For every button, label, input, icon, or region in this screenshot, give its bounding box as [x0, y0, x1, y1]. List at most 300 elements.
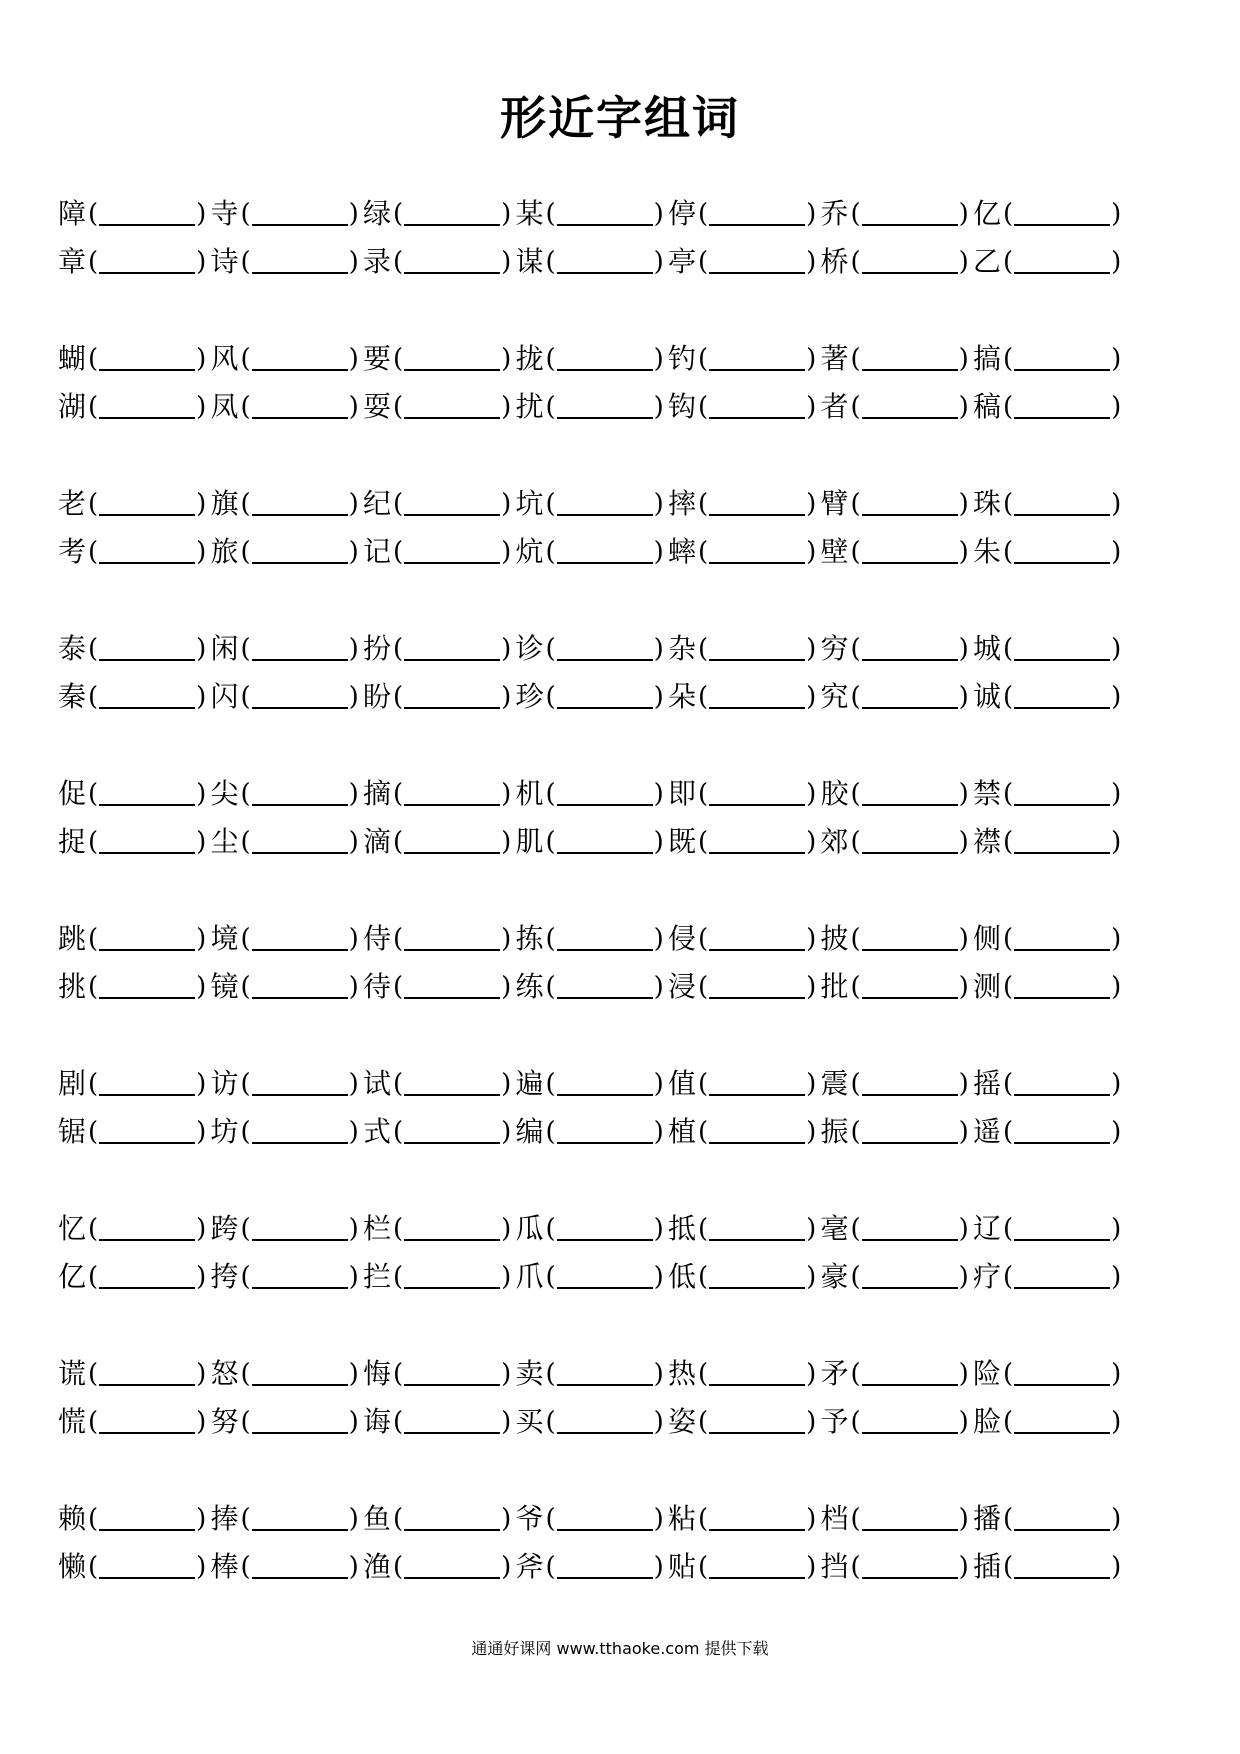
answer-blank[interactable] — [99, 1265, 195, 1289]
answer-blank[interactable] — [404, 1555, 500, 1579]
answer-blank[interactable] — [252, 1217, 348, 1241]
character: 播 — [973, 1502, 1002, 1535]
paren-open: ( — [850, 1504, 861, 1534]
answer-blank[interactable] — [557, 1507, 653, 1531]
character: 值 — [668, 1067, 697, 1100]
answer-blank[interactable] — [557, 540, 653, 564]
word-row-bottom — [58, 528, 1208, 576]
paren-close: ) — [958, 972, 969, 1002]
answer-blank[interactable] — [252, 1120, 348, 1144]
exercise-item — [58, 245, 211, 278]
answer-blank[interactable] — [404, 1265, 500, 1289]
character: 某 — [515, 197, 544, 230]
character: 杂 — [668, 632, 697, 665]
footer-text: 通通好课网 www.tthaoke.com 提供下载 — [471, 1639, 769, 1658]
paren-open: ( — [850, 827, 861, 857]
answer-blank[interactable] — [404, 975, 500, 999]
character: 捧 — [210, 1502, 239, 1535]
answer-blank[interactable] — [404, 1217, 500, 1241]
paren-close: ) — [806, 924, 817, 954]
answer-blank[interactable] — [862, 1555, 958, 1579]
answer-blank[interactable] — [862, 1507, 958, 1531]
answer-blank[interactable] — [99, 927, 195, 951]
answer-blank[interactable] — [252, 975, 348, 999]
word-row-bottom — [58, 238, 1208, 286]
answer-blank[interactable] — [709, 975, 805, 999]
character: 待 — [363, 970, 392, 1003]
character: 式 — [363, 1115, 392, 1148]
answer-blank[interactable] — [1014, 685, 1110, 709]
character: 豪 — [820, 1260, 849, 1293]
word-row-top — [58, 1495, 1208, 1543]
answer-blank[interactable] — [1014, 395, 1110, 419]
answer-blank[interactable] — [1014, 1362, 1110, 1386]
character: 老 — [58, 487, 87, 520]
paren-close: ) — [653, 972, 664, 1002]
paren-open: ( — [88, 1117, 99, 1147]
exercise-item — [363, 777, 516, 810]
paren-close: ) — [348, 634, 359, 664]
answer-blank[interactable] — [862, 347, 958, 371]
answer-blank[interactable] — [252, 250, 348, 274]
paren-open: ( — [88, 1214, 99, 1244]
answer-blank[interactable] — [862, 1362, 958, 1386]
answer-blank[interactable] — [252, 685, 348, 709]
paren-open: ( — [393, 199, 404, 229]
answer-blank[interactable] — [99, 1555, 195, 1579]
answer-blank[interactable] — [252, 492, 348, 516]
word-row-bottom — [58, 383, 1208, 431]
answer-blank[interactable] — [404, 1120, 500, 1144]
answer-blank[interactable] — [709, 1362, 805, 1386]
answer-blank[interactable] — [404, 685, 500, 709]
answer-blank[interactable] — [404, 1410, 500, 1434]
answer-blank[interactable] — [1014, 250, 1110, 274]
exercise-item — [668, 1260, 821, 1293]
answer-blank[interactable] — [404, 927, 500, 951]
answer-blank[interactable] — [709, 1217, 805, 1241]
answer-blank[interactable] — [862, 1265, 958, 1289]
answer-blank[interactable] — [252, 782, 348, 806]
exercise-item — [973, 1405, 1126, 1438]
character: 毫 — [820, 1212, 849, 1245]
character: 忆 — [58, 1212, 87, 1245]
answer-blank[interactable] — [99, 1507, 195, 1531]
answer-blank[interactable] — [99, 1410, 195, 1434]
paren-close: ) — [653, 779, 664, 809]
character: 拢 — [515, 342, 544, 375]
answer-blank[interactable] — [99, 250, 195, 274]
paren-open: ( — [1003, 392, 1014, 422]
answer-blank[interactable] — [557, 492, 653, 516]
character: 要 — [363, 342, 392, 375]
exercise-item — [210, 922, 364, 955]
character: 鱼 — [363, 1502, 392, 1535]
paren-open: ( — [393, 247, 404, 277]
paren-open: ( — [88, 1262, 99, 1292]
answer-blank[interactable] — [557, 1410, 653, 1434]
exercise-item — [363, 825, 516, 858]
answer-blank[interactable] — [252, 830, 348, 854]
answer-blank[interactable] — [709, 830, 805, 854]
answer-blank[interactable] — [557, 1072, 653, 1096]
answer-blank[interactable] — [404, 782, 500, 806]
character: 侧 — [973, 922, 1002, 955]
answer-blank[interactable] — [862, 202, 958, 226]
character: 懒 — [58, 1550, 87, 1583]
answer-blank[interactable] — [252, 927, 348, 951]
paren-open: ( — [240, 924, 251, 954]
answer-blank[interactable] — [862, 540, 958, 564]
paren-open: ( — [88, 1552, 99, 1582]
paren-close: ) — [348, 1117, 359, 1147]
paren-open: ( — [850, 779, 861, 809]
character: 扮 — [363, 632, 392, 665]
character: 坑 — [515, 487, 544, 520]
paren-close: ) — [1111, 1117, 1122, 1147]
answer-blank[interactable] — [1014, 492, 1110, 516]
answer-blank[interactable] — [404, 395, 500, 419]
character: 疗 — [973, 1260, 1002, 1293]
paren-close: ) — [196, 972, 207, 1002]
answer-blank[interactable] — [252, 1265, 348, 1289]
answer-blank[interactable] — [99, 685, 195, 709]
paren-close: ) — [501, 392, 512, 422]
answer-blank[interactable] — [557, 927, 653, 951]
paren-open: ( — [393, 1359, 404, 1389]
answer-blank[interactable] — [99, 1120, 195, 1144]
answer-blank[interactable] — [557, 202, 653, 226]
character: 爪 — [515, 1260, 544, 1293]
answer-blank[interactable] — [1014, 975, 1110, 999]
answer-blank[interactable] — [557, 1265, 653, 1289]
exercise-item — [58, 1357, 211, 1390]
paren-close: ) — [348, 1214, 359, 1244]
word-group — [58, 625, 1208, 770]
exercise-item — [58, 1260, 211, 1293]
answer-blank[interactable] — [252, 395, 348, 419]
exercise-item — [515, 680, 669, 713]
paren-open: ( — [240, 779, 251, 809]
character: 矛 — [820, 1357, 849, 1390]
answer-blank[interactable] — [709, 1120, 805, 1144]
paren-close: ) — [806, 392, 817, 422]
exercise-item — [973, 1550, 1126, 1583]
paren-open: ( — [698, 537, 709, 567]
paren-open: ( — [850, 1214, 861, 1244]
answer-blank[interactable] — [1014, 202, 1110, 226]
exercise-item — [58, 777, 211, 810]
paren-close: ) — [806, 344, 817, 374]
paren-close: ) — [196, 1214, 207, 1244]
paren-open: ( — [393, 827, 404, 857]
answer-blank[interactable] — [557, 347, 653, 371]
answer-blank[interactable] — [1014, 927, 1110, 951]
answer-blank[interactable] — [862, 492, 958, 516]
paren-open: ( — [240, 344, 251, 374]
answer-blank[interactable] — [557, 782, 653, 806]
character: 停 — [668, 197, 697, 230]
answer-blank[interactable] — [709, 1555, 805, 1579]
paren-open: ( — [698, 489, 709, 519]
answer-blank[interactable] — [709, 782, 805, 806]
character: 城 — [973, 632, 1002, 665]
paren-close: ) — [653, 1552, 664, 1582]
exercise-item — [668, 970, 821, 1003]
answer-blank[interactable] — [99, 202, 195, 226]
paren-close: ) — [653, 1214, 664, 1244]
paren-open: ( — [1003, 1359, 1014, 1389]
paren-close: ) — [653, 1407, 664, 1437]
answer-blank[interactable] — [252, 637, 348, 661]
answer-blank[interactable] — [557, 395, 653, 419]
paren-close: ) — [958, 779, 969, 809]
answer-blank[interactable] — [252, 540, 348, 564]
answer-blank[interactable] — [1014, 830, 1110, 854]
answer-blank[interactable] — [1014, 1265, 1110, 1289]
exercise-item — [58, 1115, 211, 1148]
paren-close: ) — [806, 1552, 817, 1582]
character: 插 — [973, 1550, 1002, 1583]
character: 泰 — [58, 632, 87, 665]
paren-open: ( — [698, 779, 709, 809]
exercise-item — [515, 1357, 669, 1390]
paren-close: ) — [1111, 972, 1122, 1002]
answer-blank[interactable] — [1014, 540, 1110, 564]
answer-blank[interactable] — [862, 1120, 958, 1144]
answer-blank[interactable] — [1014, 347, 1110, 371]
answer-blank[interactable] — [404, 1072, 500, 1096]
character: 穷 — [820, 632, 849, 665]
answer-blank[interactable] — [862, 927, 958, 951]
answer-blank[interactable] — [99, 782, 195, 806]
answer-blank[interactable] — [862, 1217, 958, 1241]
paren-open: ( — [240, 1214, 251, 1244]
character: 锯 — [58, 1115, 87, 1148]
answer-blank[interactable] — [99, 347, 195, 371]
character: 档 — [820, 1502, 849, 1535]
paren-close: ) — [196, 247, 207, 277]
exercise-item — [363, 1260, 516, 1293]
answer-blank[interactable] — [709, 1072, 805, 1096]
paren-close: ) — [501, 344, 512, 374]
answer-blank[interactable] — [252, 347, 348, 371]
paren-open: ( — [393, 537, 404, 567]
character: 促 — [58, 777, 87, 810]
exercise-item — [820, 197, 974, 230]
answer-blank[interactable] — [557, 250, 653, 274]
word-group — [58, 335, 1208, 480]
answer-blank[interactable] — [862, 830, 958, 854]
answer-blank[interactable] — [99, 830, 195, 854]
answer-blank[interactable] — [709, 540, 805, 564]
exercise-item — [515, 1260, 669, 1293]
answer-blank[interactable] — [1014, 1410, 1110, 1434]
paren-open: ( — [850, 344, 861, 374]
answer-blank[interactable] — [99, 492, 195, 516]
answer-blank[interactable] — [404, 830, 500, 854]
answer-blank[interactable] — [709, 1410, 805, 1434]
paren-open: ( — [545, 247, 556, 277]
answer-blank[interactable] — [557, 1362, 653, 1386]
paren-open: ( — [698, 392, 709, 422]
answer-blank[interactable] — [709, 250, 805, 274]
paren-close: ) — [958, 1407, 969, 1437]
answer-blank[interactable] — [252, 202, 348, 226]
paren-open: ( — [240, 1117, 251, 1147]
answer-blank[interactable] — [99, 395, 195, 419]
character: 扰 — [515, 390, 544, 423]
paren-open: ( — [88, 199, 99, 229]
character: 臂 — [820, 487, 849, 520]
answer-blank[interactable] — [557, 1120, 653, 1144]
answer-blank[interactable] — [252, 1362, 348, 1386]
exercise-item — [210, 632, 364, 665]
exercise-item — [58, 535, 211, 568]
paren-open: ( — [698, 1359, 709, 1389]
exercise-item — [515, 197, 669, 230]
answer-blank[interactable] — [99, 1072, 195, 1096]
answer-blank[interactable] — [1014, 1072, 1110, 1096]
answer-blank[interactable] — [1014, 782, 1110, 806]
answer-blank[interactable] — [404, 492, 500, 516]
paren-close: ) — [348, 1552, 359, 1582]
answer-blank[interactable] — [557, 830, 653, 854]
answer-blank[interactable] — [709, 202, 805, 226]
answer-blank[interactable] — [99, 975, 195, 999]
paren-open: ( — [240, 1407, 251, 1437]
answer-blank[interactable] — [404, 1362, 500, 1386]
answer-blank[interactable] — [557, 1217, 653, 1241]
paren-open: ( — [240, 489, 251, 519]
answer-blank[interactable] — [404, 250, 500, 274]
paren-open: ( — [1003, 634, 1014, 664]
answer-blank[interactable] — [709, 685, 805, 709]
paren-close: ) — [196, 392, 207, 422]
word-row-bottom — [58, 1253, 1208, 1301]
paren-open: ( — [545, 1069, 556, 1099]
answer-blank[interactable] — [252, 1555, 348, 1579]
answer-blank[interactable] — [709, 637, 805, 661]
exercise-item — [668, 825, 821, 858]
answer-blank[interactable] — [99, 1362, 195, 1386]
answer-blank[interactable] — [404, 1507, 500, 1531]
answer-blank[interactable] — [862, 250, 958, 274]
paren-open: ( — [545, 972, 556, 1002]
answer-blank[interactable] — [862, 395, 958, 419]
answer-blank[interactable] — [709, 395, 805, 419]
exercise-item — [58, 825, 211, 858]
paren-open: ( — [393, 1117, 404, 1147]
answer-blank[interactable] — [862, 637, 958, 661]
paren-open: ( — [850, 924, 861, 954]
exercise-item — [363, 1550, 516, 1583]
answer-blank[interactable] — [404, 202, 500, 226]
answer-blank[interactable] — [99, 637, 195, 661]
exercise-item — [973, 1115, 1126, 1148]
answer-blank[interactable] — [709, 1265, 805, 1289]
word-row-bottom — [58, 963, 1208, 1011]
answer-blank[interactable] — [709, 347, 805, 371]
paren-close: ) — [501, 1069, 512, 1099]
paren-open: ( — [88, 1359, 99, 1389]
paren-close: ) — [196, 1504, 207, 1534]
answer-blank[interactable] — [862, 975, 958, 999]
character: 粘 — [668, 1502, 697, 1535]
exercise-item — [668, 922, 821, 955]
answer-blank[interactable] — [252, 1072, 348, 1096]
answer-blank[interactable] — [709, 492, 805, 516]
paren-close: ) — [348, 827, 359, 857]
paren-close: ) — [501, 1552, 512, 1582]
word-group — [58, 915, 1208, 1060]
paren-open: ( — [1003, 1117, 1014, 1147]
exercise-item — [58, 487, 211, 520]
exercise-item — [210, 1115, 364, 1148]
paren-close: ) — [806, 682, 817, 712]
answer-blank[interactable] — [1014, 1507, 1110, 1531]
answer-blank[interactable] — [99, 540, 195, 564]
exercise-item — [58, 197, 211, 230]
answer-blank[interactable] — [1014, 637, 1110, 661]
word-row-bottom — [58, 1543, 1208, 1591]
exercise-item — [210, 1405, 364, 1438]
answer-blank[interactable] — [1014, 1555, 1110, 1579]
word-row-top — [58, 480, 1208, 528]
paren-open: ( — [240, 247, 251, 277]
answer-blank[interactable] — [862, 1072, 958, 1096]
answer-blank[interactable] — [1014, 1120, 1110, 1144]
paren-close: ) — [653, 682, 664, 712]
answer-blank[interactable] — [557, 975, 653, 999]
exercise-item — [820, 1067, 974, 1100]
answer-blank[interactable] — [1014, 1217, 1110, 1241]
answer-blank[interactable] — [862, 1410, 958, 1434]
answer-blank[interactable] — [862, 782, 958, 806]
answer-blank[interactable] — [252, 1507, 348, 1531]
paren-close: ) — [958, 1552, 969, 1582]
answer-blank[interactable] — [404, 347, 500, 371]
character: 珍 — [515, 680, 544, 713]
paren-close: ) — [1111, 827, 1122, 857]
answer-blank[interactable] — [404, 540, 500, 564]
paren-open: ( — [240, 634, 251, 664]
answer-blank[interactable] — [99, 1217, 195, 1241]
paren-close: ) — [196, 1262, 207, 1292]
answer-blank[interactable] — [557, 685, 653, 709]
answer-blank[interactable] — [557, 637, 653, 661]
character: 朱 — [973, 535, 1002, 568]
paren-open: ( — [393, 682, 404, 712]
paren-close: ) — [196, 682, 207, 712]
character: 跨 — [210, 1212, 239, 1245]
answer-blank[interactable] — [252, 1410, 348, 1434]
answer-blank[interactable] — [709, 927, 805, 951]
exercise-item — [515, 632, 669, 665]
exercise-item — [58, 632, 211, 665]
paren-close: ) — [501, 1117, 512, 1147]
answer-blank[interactable] — [862, 685, 958, 709]
answer-blank[interactable] — [404, 637, 500, 661]
paren-close: ) — [501, 682, 512, 712]
paren-open: ( — [1003, 1214, 1014, 1244]
character: 郊 — [820, 825, 849, 858]
answer-blank[interactable] — [557, 1555, 653, 1579]
character: 乔 — [820, 197, 849, 230]
answer-blank[interactable] — [709, 1507, 805, 1531]
exercise-item — [973, 1212, 1126, 1245]
character: 钓 — [668, 342, 697, 375]
